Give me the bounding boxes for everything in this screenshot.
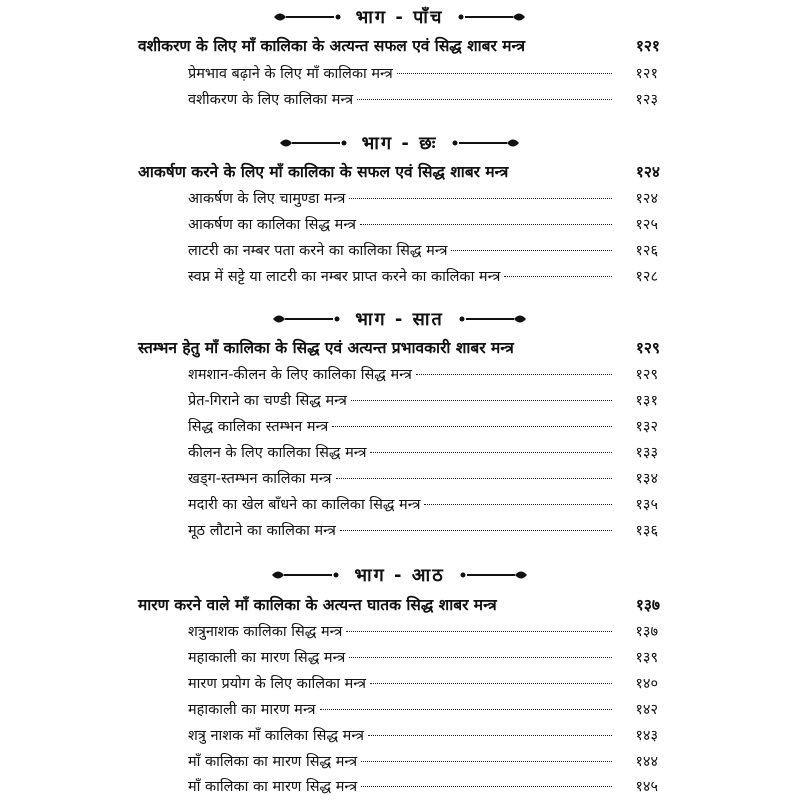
ornament-left-icon xyxy=(278,135,348,151)
toc-entry[interactable] xyxy=(188,88,658,112)
page-number: १२१ xyxy=(635,37,660,55)
leader xyxy=(368,735,612,736)
page-number: १३६ xyxy=(635,523,658,539)
entry-title: शमशान-कीलन के लिए कालिका सिद्ध मन्त्र xyxy=(188,367,412,383)
ornament-left-icon xyxy=(272,9,342,25)
leader xyxy=(424,504,612,505)
ornament-right-icon xyxy=(457,9,527,25)
toc-entry[interactable] xyxy=(188,389,658,413)
leader xyxy=(320,709,612,710)
chapter-row[interactable] xyxy=(138,593,660,617)
leader xyxy=(351,400,612,401)
entry-title: महाकाली का मारण सिद्ध मन्त्र xyxy=(188,650,346,666)
toc-entry[interactable] xyxy=(188,646,658,670)
section-heading xyxy=(0,304,799,334)
toc-entry[interactable] xyxy=(188,467,658,491)
toc-entry[interactable] xyxy=(188,187,658,211)
leader xyxy=(340,530,612,531)
entry-title: मूठ लौटाने का कालिका मन्त्र xyxy=(188,523,336,539)
leader xyxy=(336,478,613,479)
leader xyxy=(504,276,612,277)
page-number: १३९ xyxy=(635,650,658,666)
leader xyxy=(451,250,612,251)
section-title: भाग - छः xyxy=(361,133,438,154)
page-number: १४२ xyxy=(635,702,658,718)
page-number: १३३ xyxy=(635,445,658,461)
page-number: १३७ xyxy=(635,596,660,614)
section-heading xyxy=(0,128,799,158)
page-number: १२५ xyxy=(635,217,658,233)
chapter-row[interactable] xyxy=(138,336,660,360)
section-title: भाग - आठ xyxy=(354,565,445,586)
page-number: १२४ xyxy=(635,163,660,181)
toc-entry[interactable] xyxy=(188,724,658,748)
leader xyxy=(357,99,612,100)
page-number: १२३ xyxy=(635,92,658,108)
toc-entry[interactable] xyxy=(188,265,658,289)
leader xyxy=(349,198,612,199)
entry-title: लाटरी का नम्बर पता करने का कालिका सिद्ध मन्त्र xyxy=(188,243,448,259)
leader xyxy=(361,761,612,762)
entry-title: कीलन के लिए कालिका सिद्ध मन्त्र xyxy=(188,445,367,461)
chapter-title: वशीकरण के लिए माँ कालिका के अत्यन्त सफल एवं सिद्ध शाबर मन्त्र xyxy=(138,37,526,55)
ornament-left-icon xyxy=(270,567,340,583)
entry-title: माँ कालिका का मारण सिद्ध मन्त्र xyxy=(188,779,358,795)
leader xyxy=(361,786,612,787)
ornament-right-icon xyxy=(459,567,529,583)
entry-title: शत्रुनाशक कालिका सिद्ध मन्त्र xyxy=(188,624,343,640)
page-number: १२८ xyxy=(635,269,658,285)
entry-title: प्रेमभाव बढ़ाने के लिए माँ कालिका मन्त्र xyxy=(188,66,393,82)
entry-title: महाकाली का मारण मन्त्र xyxy=(188,702,316,718)
ornament-left-icon xyxy=(271,311,341,327)
page-number: १२६ xyxy=(635,243,658,259)
leader xyxy=(360,224,612,225)
entry-title: मारण प्रयोग के लिए कालिका मन्त्र xyxy=(188,676,366,692)
page-number: १२९ xyxy=(635,339,660,357)
entry-title: आकर्षण का कालिका सिद्ध मन्त्र xyxy=(188,217,357,233)
chapter-title: आकर्षण करने के लिए माँ कालिका के सफल एवं सिद्ध शाबर मन्त्र xyxy=(138,163,509,181)
chapter-row[interactable] xyxy=(138,160,660,184)
leader xyxy=(370,452,612,453)
page-number: १२१ xyxy=(635,66,658,82)
entry-title: सिद्ध कालिका स्तम्भन मन्त्र xyxy=(188,419,329,435)
ornament-right-icon xyxy=(451,135,521,151)
toc-entry[interactable] xyxy=(188,775,658,799)
entry-title: खड्ग-स्तम्भन कालिका मन्त्र xyxy=(188,471,332,487)
toc-entry[interactable] xyxy=(188,620,658,644)
toc-entry[interactable] xyxy=(188,239,658,263)
leader xyxy=(397,73,612,74)
toc-entry[interactable] xyxy=(188,519,658,543)
section-title: भाग - सात xyxy=(355,309,444,330)
toc-entry[interactable] xyxy=(188,363,658,387)
page-number: १४० xyxy=(635,676,658,692)
toc-entry[interactable] xyxy=(188,493,658,517)
page-number: १३४ xyxy=(635,471,658,487)
chapter-title: स्तम्भन हेतु माँ कालिका के सिद्ध एवं अत्यन्त प्रभावकारी शाबर मन्त्र xyxy=(138,339,514,357)
toc-entry[interactable] xyxy=(188,750,658,774)
toc-entry[interactable] xyxy=(188,62,658,86)
leader xyxy=(370,683,612,684)
toc-entry[interactable] xyxy=(188,213,658,237)
section-heading xyxy=(0,2,799,32)
page-number: १४३ xyxy=(635,728,658,744)
page-number: १३५ xyxy=(635,497,658,513)
leader xyxy=(416,374,612,375)
entry-title: शत्रु नाशक माँ कालिका सिद्ध मन्त्र xyxy=(188,728,365,744)
entry-title: स्वप्न में सट्टे या लाटरी का नम्बर प्राप्त करने का कालिका मन्त्र xyxy=(188,269,501,285)
leader xyxy=(332,426,612,427)
leader xyxy=(346,631,612,632)
entry-title: वशीकरण के लिए कालिका मन्त्र xyxy=(188,92,354,108)
page-number: १४४ xyxy=(635,754,658,770)
page-number: १३७ xyxy=(635,624,658,640)
page-number: १२९ xyxy=(635,367,658,383)
entry-title: प्रेत-गिराने का चण्डी सिद्ध मन्त्र xyxy=(188,393,347,409)
chapter-title: मारण करने वाले माँ कालिका के अत्यन्त घातक सिद्ध शाबर मन्त्र xyxy=(138,596,497,614)
ornament-right-icon xyxy=(458,311,528,327)
section-heading xyxy=(0,560,799,590)
toc-entry[interactable] xyxy=(188,698,658,722)
entry-title: माँ कालिका का मारण सिद्ध मन्त्र xyxy=(188,754,358,770)
toc-entry[interactable] xyxy=(188,441,658,465)
toc-entry[interactable] xyxy=(188,672,658,696)
toc-entry[interactable] xyxy=(188,415,658,439)
leader xyxy=(349,657,612,658)
entry-title: आकर्षण के लिए चामुण्डा मन्त्र xyxy=(188,191,346,207)
chapter-row[interactable] xyxy=(138,34,660,58)
page-number: १३१ xyxy=(635,393,658,409)
page-number: १४५ xyxy=(635,779,658,795)
page-number: १२४ xyxy=(635,191,658,207)
page-number: १३२ xyxy=(635,419,658,435)
entry-title: मदारी का खेल बाँधने का कालिका सिद्ध मन्त्र xyxy=(188,497,421,513)
section-title: भाग - पाँच xyxy=(355,7,444,28)
